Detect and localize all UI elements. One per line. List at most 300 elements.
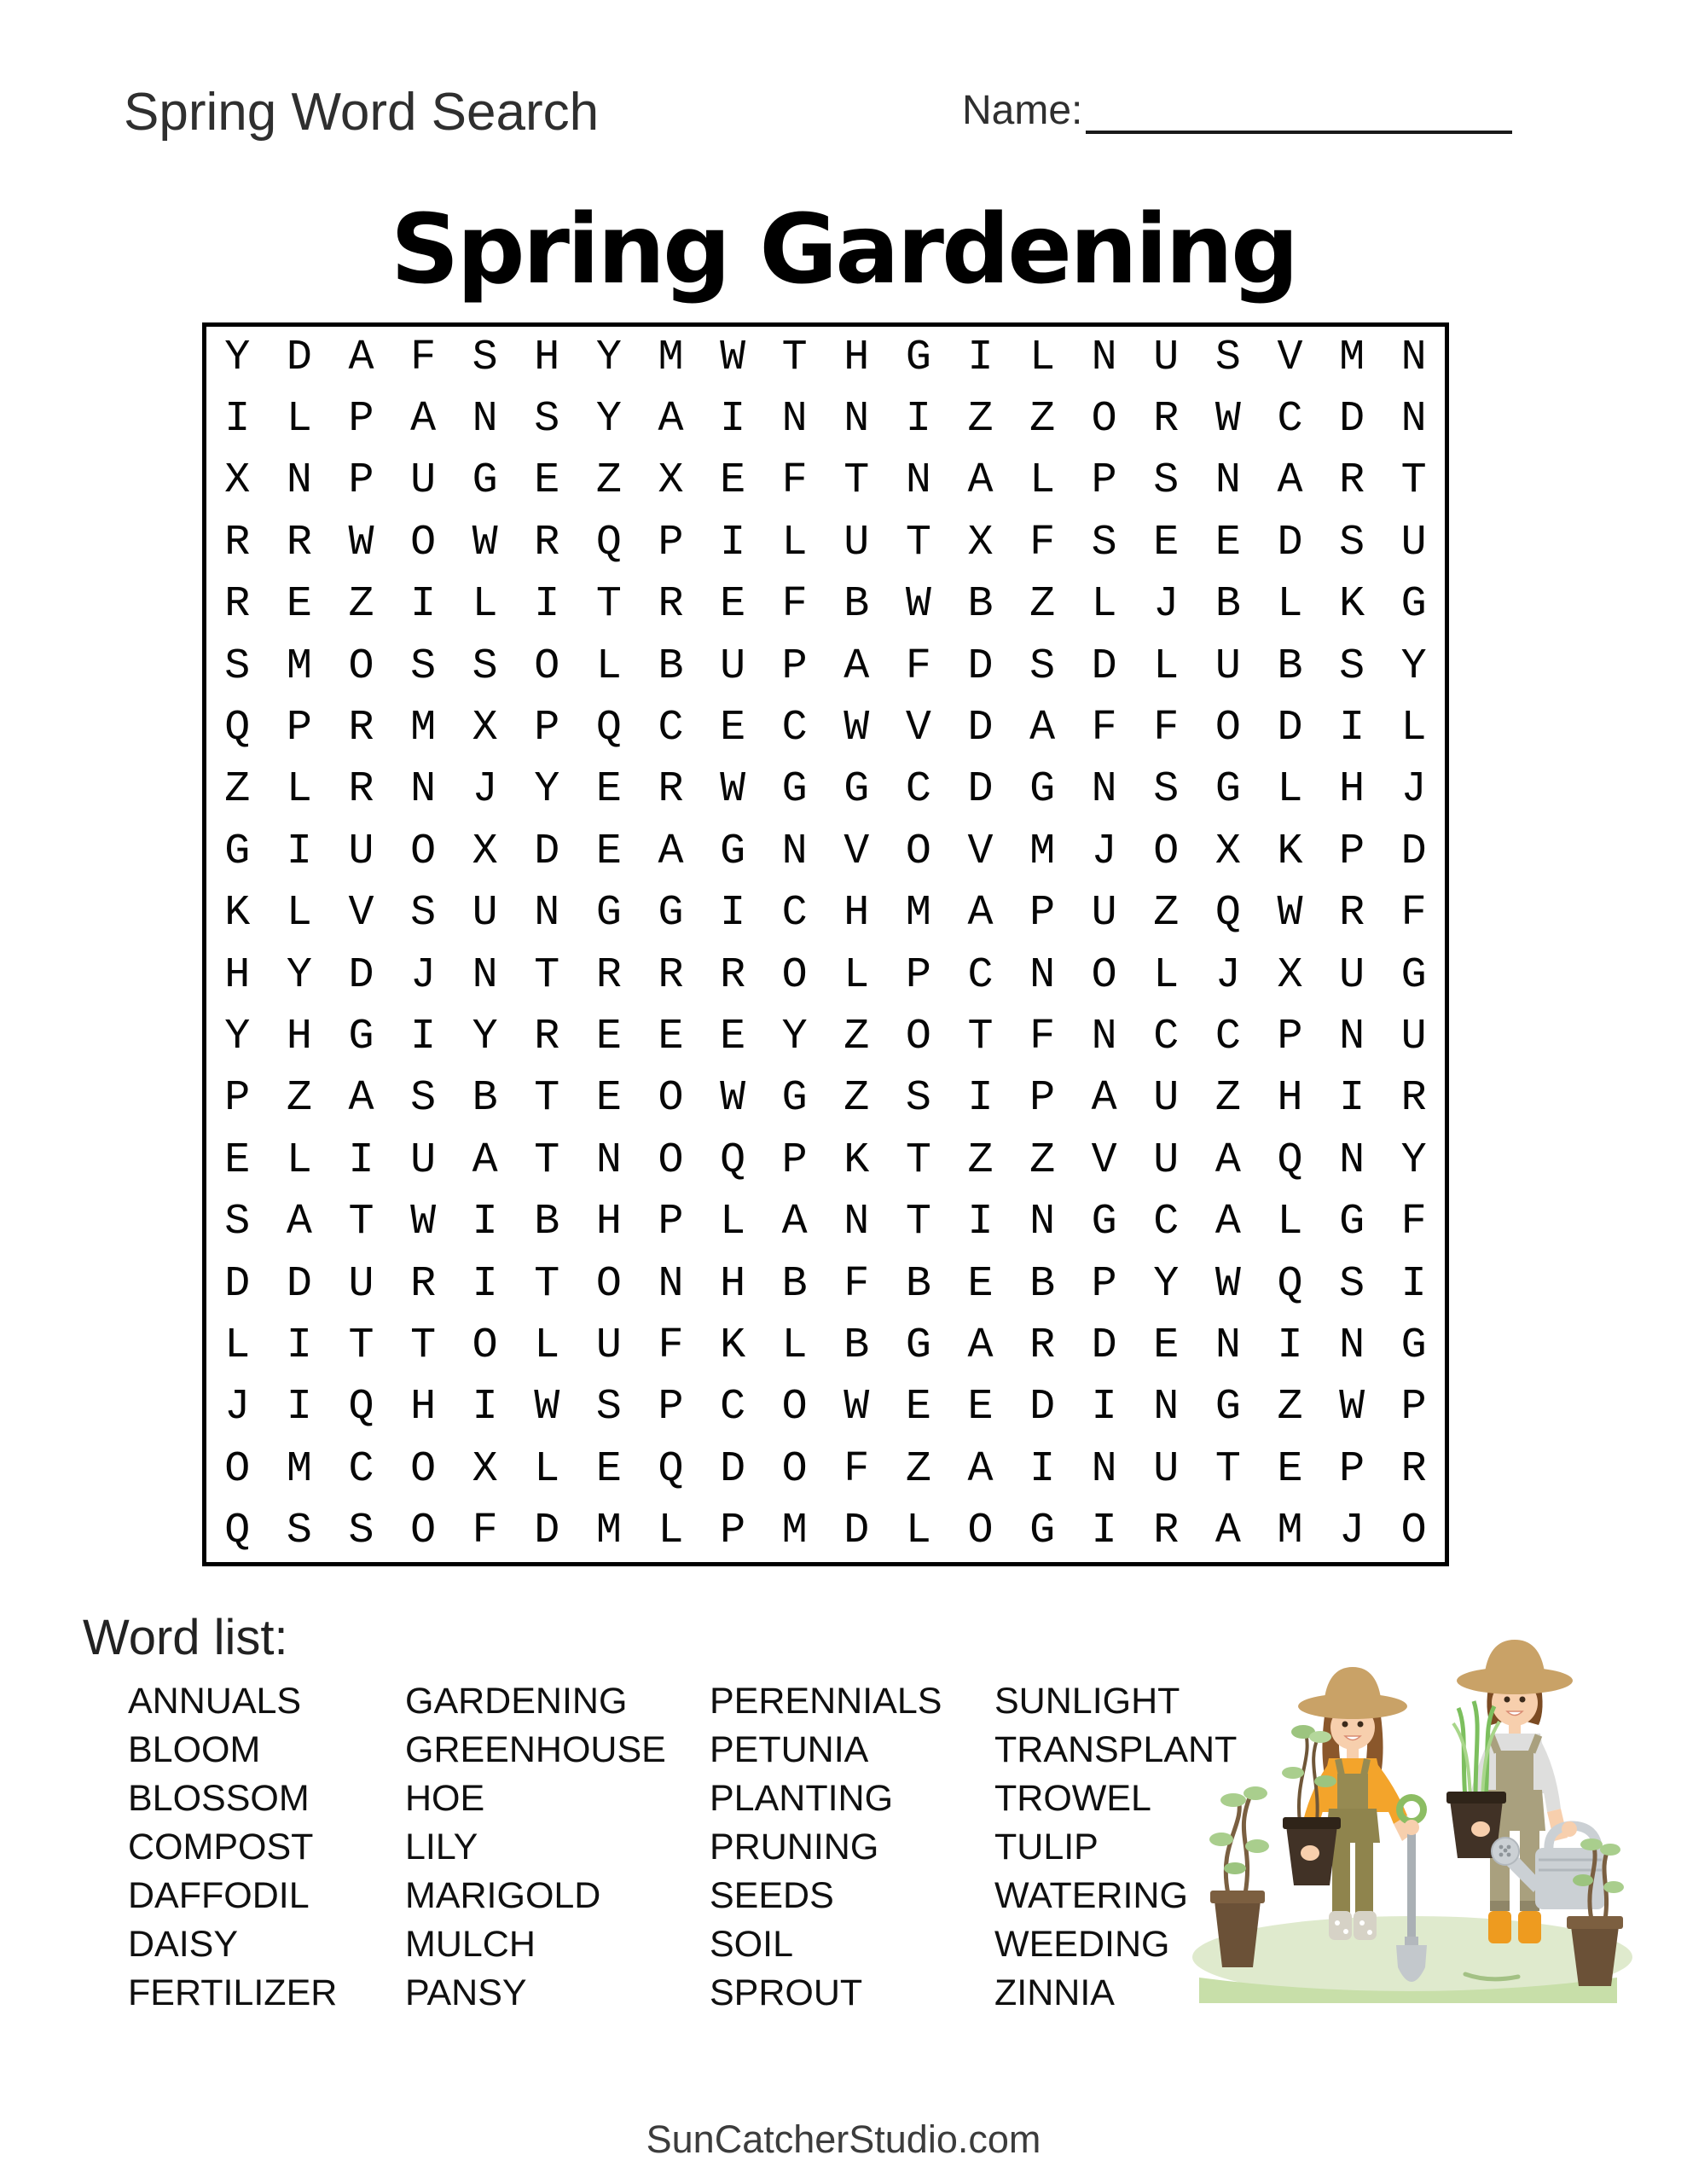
grid-cell[interactable]: P — [658, 1383, 684, 1432]
grid-cell[interactable]: I — [472, 1383, 498, 1432]
grid-cell[interactable]: E — [534, 456, 560, 506]
grid-cell[interactable]: B — [472, 1074, 498, 1124]
grid-cell[interactable]: O — [967, 1507, 994, 1556]
grid-cell[interactable]: P — [1277, 1013, 1303, 1062]
grid-cell[interactable]: I — [720, 395, 746, 444]
grid-cell[interactable]: P — [534, 704, 560, 753]
grid-cell[interactable]: L — [1400, 704, 1427, 753]
grid-cell[interactable]: U — [348, 1259, 374, 1309]
grid-cell[interactable]: I — [1091, 1507, 1117, 1556]
grid-cell[interactable]: H — [1339, 765, 1365, 815]
grid-cell[interactable]: O — [1400, 1507, 1427, 1556]
grid-cell[interactable]: K — [844, 1136, 870, 1185]
grid-cell[interactable]: A — [1277, 456, 1303, 506]
grid-cell[interactable]: I — [967, 1198, 994, 1247]
grid-cell[interactable]: Y — [286, 950, 312, 1000]
grid-cell[interactable]: S — [1091, 518, 1117, 567]
grid-cell[interactable]: W — [534, 1383, 560, 1432]
grid-cell[interactable]: Y — [224, 1013, 251, 1062]
grid-cell[interactable]: P — [348, 456, 374, 506]
grid-cell[interactable]: D — [844, 1507, 870, 1556]
grid-cell[interactable]: Q — [720, 1136, 746, 1185]
grid-cell[interactable]: E — [595, 1444, 622, 1494]
grid-cell[interactable]: H — [720, 1259, 746, 1309]
grid-cell[interactable]: S — [1339, 518, 1365, 567]
grid-cell[interactable]: Q — [595, 518, 622, 567]
grid-cell[interactable]: P — [1029, 889, 1056, 938]
grid-cell[interactable]: N — [595, 1136, 622, 1185]
grid-cell[interactable]: M — [286, 1444, 312, 1494]
grid-cell[interactable]: C — [905, 765, 931, 815]
grid-cell[interactable]: B — [967, 580, 994, 630]
grid-cell[interactable]: X — [1215, 827, 1241, 876]
grid-cell[interactable]: A — [1215, 1507, 1241, 1556]
grid-cell[interactable]: R — [1153, 1507, 1180, 1556]
grid-cell[interactable]: H — [534, 333, 560, 382]
grid-cell[interactable]: S — [224, 642, 251, 691]
grid-cell[interactable]: K — [224, 889, 251, 938]
grid-cell[interactable]: O — [1091, 395, 1117, 444]
grid-cell[interactable]: O — [410, 518, 437, 567]
grid-cell[interactable]: S — [472, 333, 498, 382]
grid-cell[interactable]: C — [1153, 1198, 1180, 1247]
grid-cell[interactable]: L — [224, 1321, 251, 1371]
grid-cell[interactable]: W — [348, 518, 374, 567]
grid-cell[interactable]: K — [1277, 827, 1303, 876]
grid-cell[interactable]: V — [967, 827, 994, 876]
grid-cell[interactable]: L — [286, 765, 312, 815]
grid-cell[interactable]: G — [1400, 950, 1427, 1000]
grid-cell[interactable]: T — [781, 333, 808, 382]
grid-cell[interactable]: M — [1339, 333, 1365, 382]
grid-cell[interactable]: L — [1153, 642, 1180, 691]
grid-cell[interactable]: T — [844, 456, 870, 506]
grid-cell[interactable]: U — [1215, 642, 1241, 691]
grid-cell[interactable]: P — [658, 1198, 684, 1247]
grid-cell[interactable]: P — [286, 704, 312, 753]
grid-cell[interactable]: C — [1215, 1013, 1241, 1062]
grid-cell[interactable]: D — [534, 827, 560, 876]
grid-cell[interactable]: D — [286, 333, 312, 382]
grid-cell[interactable]: N — [1339, 1321, 1365, 1371]
grid-cell[interactable]: V — [905, 704, 931, 753]
grid-cell[interactable]: Z — [595, 456, 622, 506]
grid-cell[interactable]: D — [534, 1507, 560, 1556]
grid-cell[interactable]: E — [1215, 518, 1241, 567]
grid-cell[interactable]: O — [410, 1444, 437, 1494]
grid-cell[interactable]: K — [720, 1321, 746, 1371]
grid-cell[interactable]: A — [781, 1198, 808, 1247]
grid-cell[interactable]: S — [410, 1074, 437, 1124]
grid-cell[interactable]: N — [1091, 333, 1117, 382]
grid-cell[interactable]: T — [534, 1074, 560, 1124]
grid-cell[interactable]: O — [905, 1013, 931, 1062]
grid-cell[interactable]: S — [472, 642, 498, 691]
grid-cell[interactable]: A — [658, 827, 684, 876]
grid-cell[interactable]: U — [1153, 333, 1180, 382]
grid-cell[interactable]: E — [658, 1013, 684, 1062]
grid-cell[interactable]: B — [781, 1259, 808, 1309]
grid-cell[interactable]: N — [410, 765, 437, 815]
grid-cell[interactable]: Z — [844, 1074, 870, 1124]
grid-cell[interactable]: I — [1029, 1444, 1056, 1494]
grid-cell[interactable]: S — [286, 1507, 312, 1556]
grid-cell[interactable]: A — [844, 642, 870, 691]
grid-cell[interactable]: X — [472, 1444, 498, 1494]
grid-cell[interactable]: A — [286, 1198, 312, 1247]
grid-cell[interactable]: T — [410, 1321, 437, 1371]
grid-cell[interactable]: D — [967, 642, 994, 691]
grid-cell[interactable]: O — [781, 1383, 808, 1432]
grid-cell[interactable]: S — [410, 642, 437, 691]
grid-cell[interactable]: Y — [595, 333, 622, 382]
grid-cell[interactable]: L — [595, 642, 622, 691]
grid-cell[interactable]: L — [1277, 580, 1303, 630]
grid-cell[interactable]: N — [1400, 395, 1427, 444]
grid-cell[interactable]: W — [844, 704, 870, 753]
grid-cell[interactable]: E — [967, 1383, 994, 1432]
grid-cell[interactable]: A — [967, 1444, 994, 1494]
grid-cell[interactable]: R — [1339, 889, 1365, 938]
grid-cell[interactable]: B — [1215, 580, 1241, 630]
grid-cell[interactable]: A — [348, 333, 374, 382]
grid-cell[interactable]: A — [1215, 1198, 1241, 1247]
grid-cell[interactable]: T — [905, 1198, 931, 1247]
grid-cell[interactable]: Y — [781, 1013, 808, 1062]
grid-cell[interactable]: L — [534, 1321, 560, 1371]
grid-cell[interactable]: G — [595, 889, 622, 938]
grid-cell[interactable]: E — [224, 1136, 251, 1185]
grid-cell[interactable]: C — [967, 950, 994, 1000]
grid-cell[interactable]: R — [348, 704, 374, 753]
name-line[interactable] — [1086, 124, 1512, 134]
grid-cell[interactable]: N — [1029, 950, 1056, 1000]
grid-cell[interactable]: Z — [1277, 1383, 1303, 1432]
grid-cell[interactable]: I — [224, 395, 251, 444]
grid-cell[interactable]: U — [595, 1321, 622, 1371]
grid-cell[interactable]: M — [905, 889, 931, 938]
grid-cell[interactable]: R — [658, 765, 684, 815]
grid-cell[interactable]: G — [1215, 1383, 1241, 1432]
grid-cell[interactable]: O — [658, 1136, 684, 1185]
grid-cell[interactable]: I — [1400, 1259, 1427, 1309]
grid-cell[interactable]: B — [844, 1321, 870, 1371]
grid-cell[interactable]: Q — [1215, 889, 1241, 938]
grid-cell[interactable]: O — [1215, 704, 1241, 753]
grid-cell[interactable]: A — [1215, 1136, 1241, 1185]
grid-cell[interactable]: X — [1277, 950, 1303, 1000]
grid-cell[interactable]: D — [1277, 518, 1303, 567]
grid-cell[interactable]: Y — [1400, 1136, 1427, 1185]
grid-cell[interactable]: Q — [1277, 1136, 1303, 1185]
grid-cell[interactable]: H — [224, 950, 251, 1000]
grid-cell[interactable]: W — [720, 333, 746, 382]
grid-cell[interactable]: C — [1153, 1013, 1180, 1062]
grid-cell[interactable]: I — [534, 580, 560, 630]
grid-cell[interactable]: J — [224, 1383, 251, 1432]
grid-cell[interactable]: W — [1215, 1259, 1241, 1309]
grid-cell[interactable]: N — [1153, 1383, 1180, 1432]
grid-cell[interactable]: E — [967, 1259, 994, 1309]
grid-cell[interactable]: S — [905, 1074, 931, 1124]
grid-cell[interactable]: N — [286, 456, 312, 506]
grid-cell[interactable]: Q — [595, 704, 622, 753]
grid-cell[interactable]: X — [472, 704, 498, 753]
grid-cell[interactable]: R — [658, 950, 684, 1000]
grid-cell[interactable]: G — [1091, 1198, 1117, 1247]
grid-cell[interactable]: F — [905, 642, 931, 691]
grid-cell[interactable]: T — [348, 1321, 374, 1371]
grid-cell[interactable]: P — [224, 1074, 251, 1124]
grid-cell[interactable]: B — [658, 642, 684, 691]
grid-cell[interactable]: F — [844, 1259, 870, 1309]
grid-cell[interactable]: E — [1153, 1321, 1180, 1371]
grid-cell[interactable]: U — [348, 827, 374, 876]
grid-cell[interactable]: M — [658, 333, 684, 382]
grid-cell[interactable]: L — [1091, 580, 1117, 630]
grid-cell[interactable]: L — [781, 1321, 808, 1371]
grid-cell[interactable]: R — [410, 1259, 437, 1309]
grid-cell[interactable]: O — [410, 1507, 437, 1556]
grid-cell[interactable]: M — [1029, 827, 1056, 876]
grid-cell[interactable]: P — [781, 1136, 808, 1185]
grid-cell[interactable]: N — [905, 456, 931, 506]
grid-cell[interactable]: I — [967, 1074, 994, 1124]
grid-cell[interactable]: E — [595, 765, 622, 815]
grid-cell[interactable]: E — [595, 827, 622, 876]
grid-cell[interactable]: I — [472, 1198, 498, 1247]
grid-cell[interactable]: G — [905, 1321, 931, 1371]
grid-cell[interactable]: W — [472, 518, 498, 567]
grid-cell[interactable]: E — [595, 1074, 622, 1124]
grid-cell[interactable]: Z — [1029, 1136, 1056, 1185]
grid-cell[interactable]: U — [1339, 950, 1365, 1000]
grid-cell[interactable]: D — [224, 1259, 251, 1309]
grid-cell[interactable]: N — [781, 827, 808, 876]
grid-cell[interactable]: W — [844, 1383, 870, 1432]
grid-cell[interactable]: R — [286, 518, 312, 567]
grid-cell[interactable]: A — [348, 1074, 374, 1124]
grid-cell[interactable]: L — [844, 950, 870, 1000]
grid-cell[interactable]: G — [658, 889, 684, 938]
grid-cell[interactable]: A — [967, 1321, 994, 1371]
grid-cell[interactable]: G — [781, 1074, 808, 1124]
grid-cell[interactable]: B — [1277, 642, 1303, 691]
grid-cell[interactable]: D — [967, 765, 994, 815]
grid-cell[interactable]: N — [1091, 765, 1117, 815]
grid-cell[interactable]: C — [781, 889, 808, 938]
grid-cell[interactable]: X — [967, 518, 994, 567]
grid-cell[interactable]: O — [1091, 950, 1117, 1000]
grid-cell[interactable]: P — [1339, 1444, 1365, 1494]
grid-cell[interactable]: W — [720, 1074, 746, 1124]
grid-cell[interactable]: V — [1277, 333, 1303, 382]
grid-cell[interactable]: C — [1277, 395, 1303, 444]
grid-cell[interactable]: J — [1153, 580, 1180, 630]
grid-cell[interactable]: H — [1277, 1074, 1303, 1124]
grid-cell[interactable]: B — [534, 1198, 560, 1247]
grid-cell[interactable]: T — [348, 1198, 374, 1247]
grid-cell[interactable]: I — [410, 580, 437, 630]
grid-cell[interactable]: L — [1153, 950, 1180, 1000]
grid-cell[interactable]: I — [1339, 1074, 1365, 1124]
grid-cell[interactable]: N — [534, 889, 560, 938]
grid-cell[interactable]: Q — [348, 1383, 374, 1432]
grid-cell[interactable]: I — [1277, 1321, 1303, 1371]
grid-cell[interactable]: F — [1029, 518, 1056, 567]
grid-cell[interactable]: Q — [224, 704, 251, 753]
grid-cell[interactable]: P — [348, 395, 374, 444]
grid-cell[interactable]: R — [1339, 456, 1365, 506]
grid-cell[interactable]: E — [1153, 518, 1180, 567]
grid-cell[interactable]: U — [410, 1136, 437, 1185]
grid-cell[interactable]: J — [472, 765, 498, 815]
grid-cell[interactable]: M — [781, 1507, 808, 1556]
grid-cell[interactable]: R — [534, 518, 560, 567]
grid-cell[interactable]: P — [1091, 456, 1117, 506]
grid-cell[interactable]: L — [720, 1198, 746, 1247]
grid-cell[interactable]: E — [1277, 1444, 1303, 1494]
grid-cell[interactable]: O — [224, 1444, 251, 1494]
grid-cell[interactable]: L — [781, 518, 808, 567]
grid-cell[interactable]: G — [1215, 765, 1241, 815]
grid-cell[interactable]: B — [844, 580, 870, 630]
grid-cell[interactable]: F — [844, 1444, 870, 1494]
grid-cell[interactable]: A — [1091, 1074, 1117, 1124]
grid-cell[interactable]: O — [534, 642, 560, 691]
grid-cell[interactable]: G — [348, 1013, 374, 1062]
grid-cell[interactable]: A — [410, 395, 437, 444]
grid-cell[interactable]: N — [1091, 1013, 1117, 1062]
grid-cell[interactable]: H — [844, 889, 870, 938]
grid-cell[interactable]: S — [1029, 642, 1056, 691]
grid-cell[interactable]: M — [1277, 1507, 1303, 1556]
grid-cell[interactable]: R — [224, 580, 251, 630]
grid-cell[interactable]: E — [720, 456, 746, 506]
grid-cell[interactable]: P — [905, 950, 931, 1000]
grid-cell[interactable]: F — [410, 333, 437, 382]
grid-cell[interactable]: U — [1153, 1074, 1180, 1124]
grid-cell[interactable]: Z — [1029, 395, 1056, 444]
grid-cell[interactable]: L — [1277, 1198, 1303, 1247]
grid-cell[interactable]: Z — [286, 1074, 312, 1124]
grid-cell[interactable]: Z — [844, 1013, 870, 1062]
grid-cell[interactable]: D — [1091, 1321, 1117, 1371]
grid-cell[interactable]: W — [410, 1198, 437, 1247]
grid-cell[interactable]: N — [1215, 1321, 1241, 1371]
grid-cell[interactable]: E — [595, 1013, 622, 1062]
grid-cell[interactable]: S — [595, 1383, 622, 1432]
grid-cell[interactable]: D — [286, 1259, 312, 1309]
grid-cell[interactable]: J — [1091, 827, 1117, 876]
grid-cell[interactable]: A — [967, 456, 994, 506]
grid-cell[interactable]: L — [534, 1444, 560, 1494]
grid-cell[interactable]: Q — [658, 1444, 684, 1494]
grid-cell[interactable]: I — [286, 827, 312, 876]
grid-cell[interactable]: N — [844, 395, 870, 444]
grid-cell[interactable]: F — [781, 456, 808, 506]
grid-cell[interactable]: N — [1339, 1136, 1365, 1185]
grid-cell[interactable]: T — [967, 1013, 994, 1062]
grid-cell[interactable]: Q — [1277, 1259, 1303, 1309]
grid-cell[interactable]: X — [658, 456, 684, 506]
grid-cell[interactable]: Z — [967, 395, 994, 444]
grid-cell[interactable]: O — [472, 1321, 498, 1371]
grid-cell[interactable]: H — [844, 333, 870, 382]
grid-cell[interactable]: A — [1029, 704, 1056, 753]
grid-cell[interactable]: R — [720, 950, 746, 1000]
grid-cell[interactable]: P — [781, 642, 808, 691]
grid-cell[interactable]: F — [472, 1507, 498, 1556]
grid-cell[interactable]: U — [1153, 1444, 1180, 1494]
grid-cell[interactable]: L — [1029, 456, 1056, 506]
grid-cell[interactable]: L — [1029, 333, 1056, 382]
grid-cell[interactable]: I — [720, 889, 746, 938]
grid-cell[interactable]: U — [410, 456, 437, 506]
grid-cell[interactable]: O — [348, 642, 374, 691]
grid-cell[interactable]: U — [1091, 889, 1117, 938]
grid-cell[interactable]: R — [1153, 395, 1180, 444]
grid-cell[interactable]: D — [1029, 1383, 1056, 1432]
grid-cell[interactable]: N — [1400, 333, 1427, 382]
grid-cell[interactable]: R — [1029, 1321, 1056, 1371]
grid-cell[interactable]: D — [1400, 827, 1427, 876]
grid-cell[interactable]: G — [1339, 1198, 1365, 1247]
grid-cell[interactable]: J — [1215, 950, 1241, 1000]
grid-cell[interactable]: H — [286, 1013, 312, 1062]
grid-cell[interactable]: U — [844, 518, 870, 567]
grid-cell[interactable]: E — [905, 1383, 931, 1432]
grid-cell[interactable]: I — [967, 333, 994, 382]
grid-cell[interactable]: L — [472, 580, 498, 630]
grid-cell[interactable]: I — [286, 1383, 312, 1432]
grid-cell[interactable]: T — [534, 950, 560, 1000]
grid-cell[interactable]: R — [1400, 1074, 1427, 1124]
grid-cell[interactable]: Z — [905, 1444, 931, 1494]
grid-cell[interactable]: E — [720, 580, 746, 630]
grid-cell[interactable]: R — [1400, 1444, 1427, 1494]
grid-cell[interactable]: T — [1400, 456, 1427, 506]
grid-cell[interactable]: T — [534, 1259, 560, 1309]
grid-cell[interactable]: V — [1091, 1136, 1117, 1185]
grid-cell[interactable]: W — [1339, 1383, 1365, 1432]
grid-cell[interactable]: I — [720, 518, 746, 567]
grid-cell[interactable]: L — [286, 889, 312, 938]
grid-cell[interactable]: D — [720, 1444, 746, 1494]
grid-cell[interactable]: F — [1400, 1198, 1427, 1247]
grid-cell[interactable]: S — [224, 1198, 251, 1247]
grid-cell[interactable]: Y — [595, 395, 622, 444]
grid-cell[interactable]: N — [1339, 1013, 1365, 1062]
grid-cell[interactable]: Z — [1029, 580, 1056, 630]
grid-cell[interactable]: Y — [1400, 642, 1427, 691]
grid-cell[interactable]: N — [1029, 1198, 1056, 1247]
grid-cell[interactable]: D — [1339, 395, 1365, 444]
grid-cell[interactable]: O — [1153, 827, 1180, 876]
grid-cell[interactable]: C — [720, 1383, 746, 1432]
grid-cell[interactable]: P — [658, 518, 684, 567]
grid-cell[interactable]: Z — [1153, 889, 1180, 938]
grid-cell[interactable]: O — [781, 1444, 808, 1494]
grid-cell[interactable]: G — [1400, 580, 1427, 630]
grid-cell[interactable]: F — [1153, 704, 1180, 753]
grid-cell[interactable]: I — [905, 395, 931, 444]
grid-cell[interactable]: N — [1091, 1444, 1117, 1494]
grid-cell[interactable]: N — [472, 395, 498, 444]
grid-cell[interactable]: S — [348, 1507, 374, 1556]
grid-cell[interactable]: T — [595, 580, 622, 630]
grid-cell[interactable]: W — [905, 580, 931, 630]
